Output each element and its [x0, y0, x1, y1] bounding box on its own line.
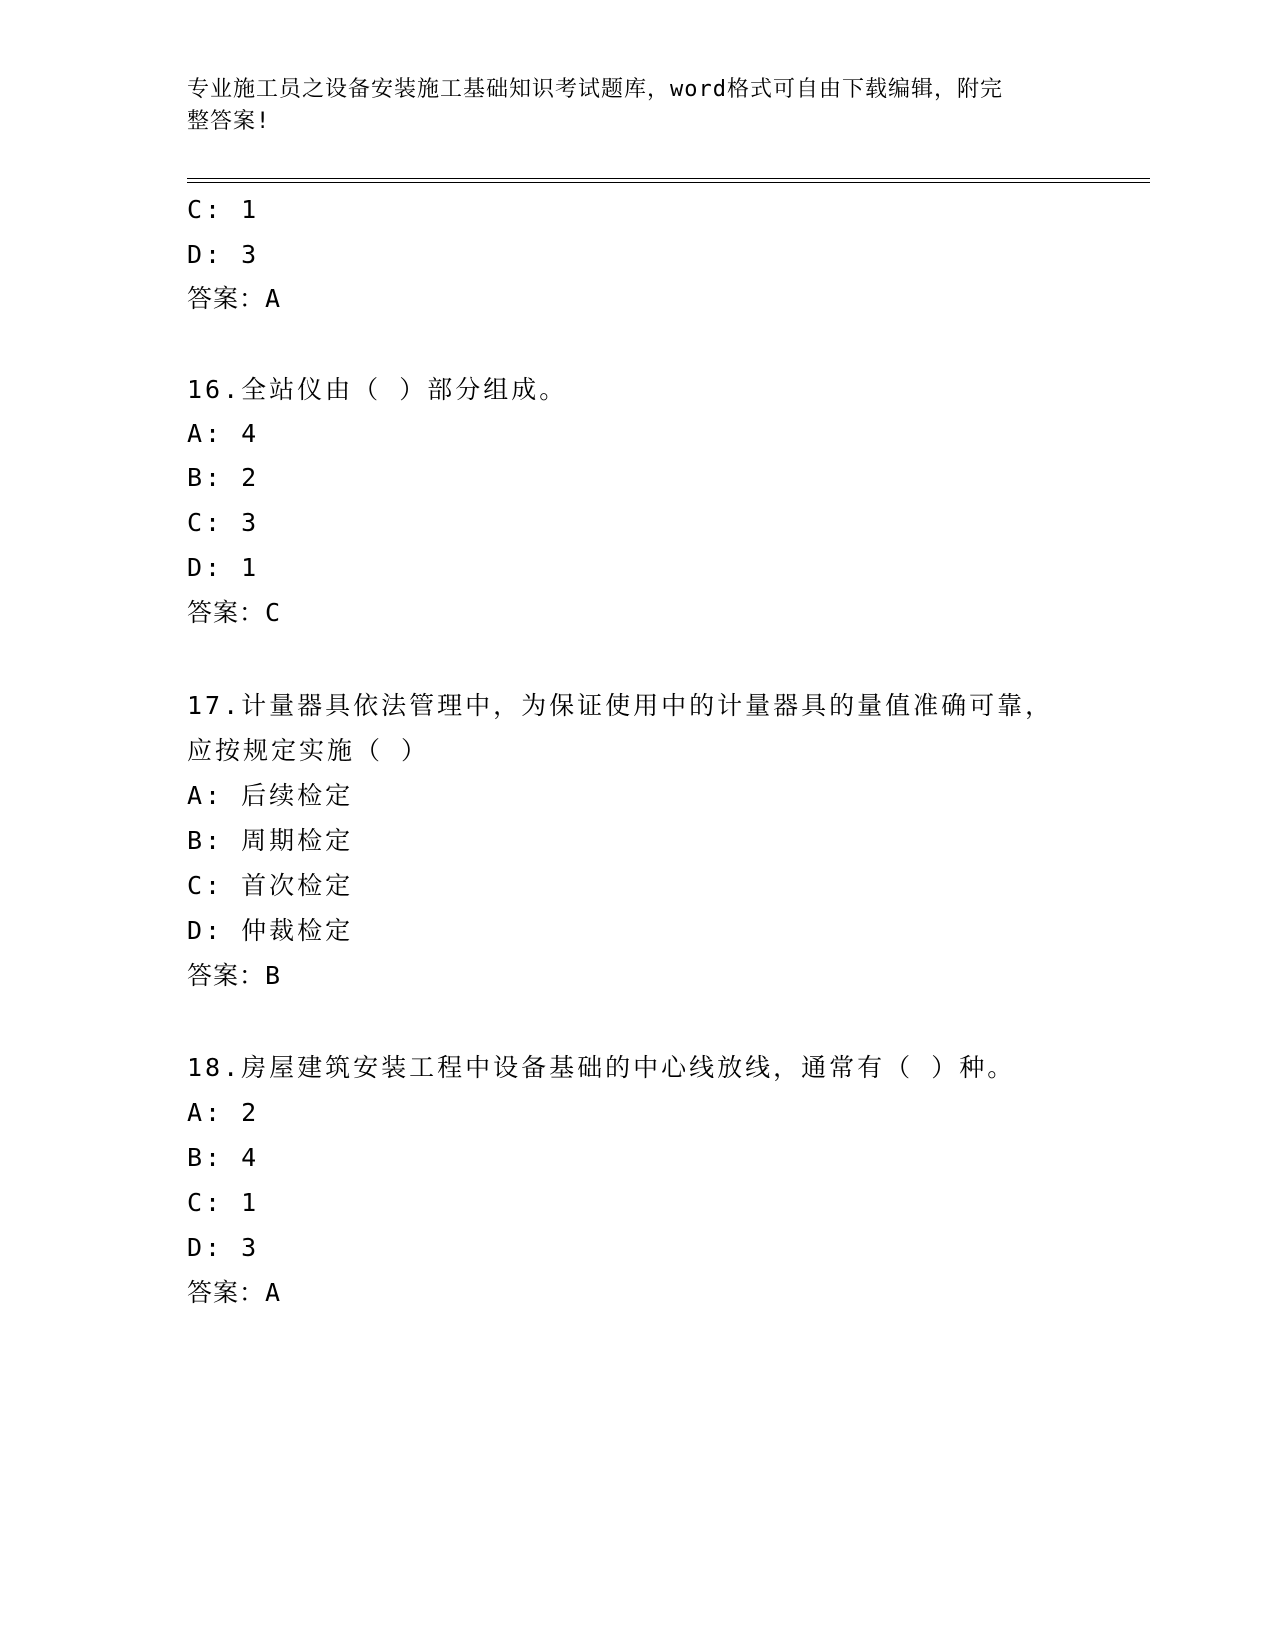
question-16-stem: 16.全站仪由（ ）部分组成。: [187, 375, 568, 404]
question-16-option-b: B: 2: [187, 463, 260, 492]
question-17-option-a: A: 后续检定: [187, 781, 354, 810]
question-18-option-b: B: 4: [187, 1143, 260, 1172]
document-header: [187, 74, 1067, 138]
question-18-option-a: A: 2: [187, 1098, 260, 1127]
question-16-option-a: A: 4: [187, 419, 260, 448]
question-16-answer: 答案：C: [187, 598, 282, 627]
question-16-option-c: C: 3: [187, 508, 260, 537]
question-18-answer: 答案：A: [187, 1278, 282, 1307]
question-17-stem-line-1: 17.计量器具依法管理中，为保证使用中的计量器具的量值准确可靠，: [187, 691, 1054, 720]
option-d: D: 3: [187, 240, 260, 269]
question-17-answer: 答案：B: [187, 961, 282, 990]
question-18-option-d: D: 3: [187, 1233, 260, 1262]
header-divider-bottom: [187, 182, 1150, 183]
question-18-option-c: C: 1: [187, 1188, 260, 1217]
header-line-2: 整答案!: [187, 109, 271, 134]
question-17-stem-line-2: 应按规定实施（ ）: [187, 736, 430, 765]
option-c: C: 1: [187, 195, 260, 224]
question-18-stem: 18.房屋建筑安装工程中设备基础的中心线放线，通常有（ ）种。: [187, 1053, 1016, 1082]
answer-line: 答案：A: [187, 284, 282, 313]
header-divider-top: [187, 178, 1150, 179]
header-line-1: 专业施工员之设备安装施工基础知识考试题库，word格式可自由下载编辑，附完: [187, 77, 1003, 102]
question-17-option-c: C: 首次检定: [187, 871, 354, 900]
question-16-option-d: D: 1: [187, 553, 260, 582]
question-17-option-d: D: 仲裁检定: [187, 916, 354, 945]
question-17-option-b: B: 周期检定: [187, 826, 354, 855]
